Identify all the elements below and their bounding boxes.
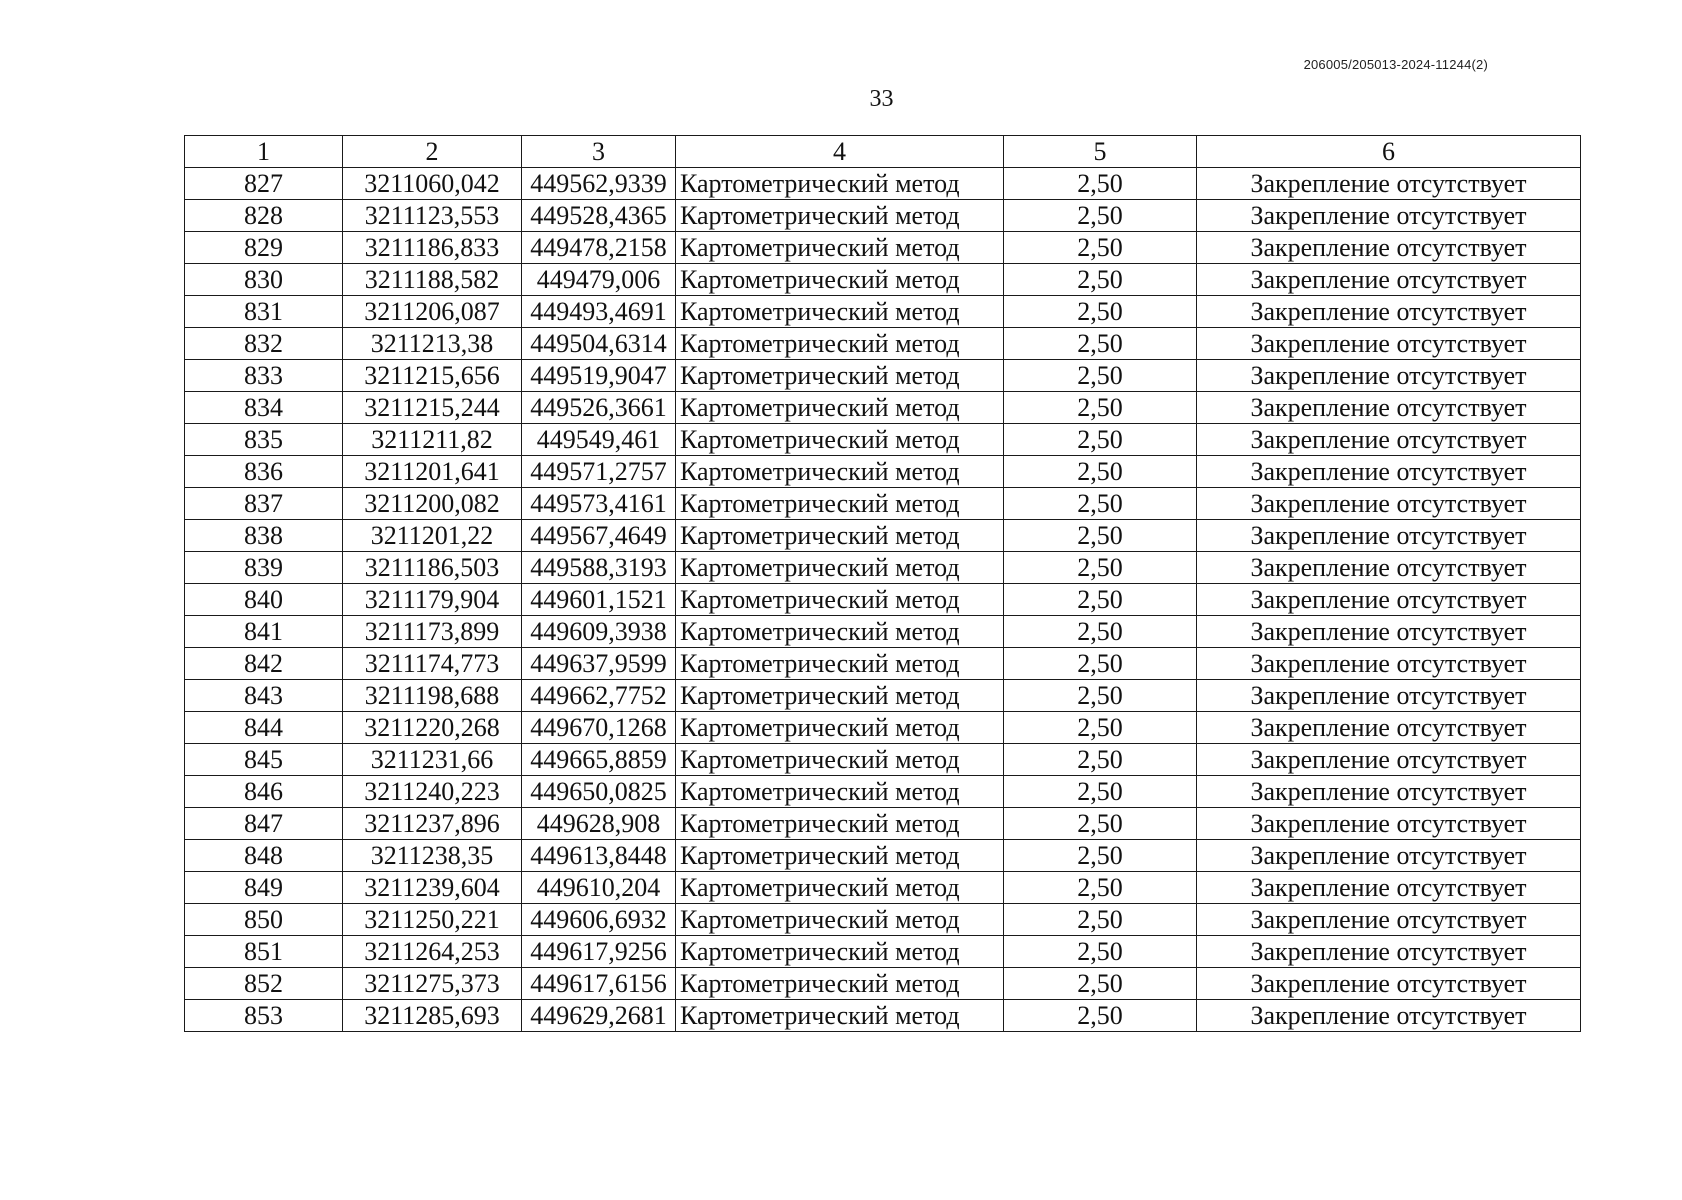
accuracy-cell: 2,50 (1004, 232, 1197, 264)
y-coordinate-cell: 449528,4365 (522, 200, 676, 232)
accuracy-cell: 2,50 (1004, 456, 1197, 488)
method-cell: Картометрический метод (676, 488, 1004, 520)
accuracy-cell: 2,50 (1004, 520, 1197, 552)
table-row (185, 296, 1581, 328)
point-number-cell: 836 (185, 456, 343, 488)
column-header: 5 (1004, 136, 1197, 168)
x-coordinate-cell: 3211238,35 (343, 840, 522, 872)
fixing-cell: Закрепление отсутствует (1197, 808, 1581, 840)
x-coordinate-cell: 3211173,899 (343, 616, 522, 648)
table-row (185, 872, 1581, 904)
y-coordinate-cell: 449665,8859 (522, 744, 676, 776)
y-coordinate-cell: 449571,2757 (522, 456, 676, 488)
document-code: 206005/205013-2024-11244(2) (1303, 57, 1488, 72)
table-row (185, 488, 1581, 520)
accuracy-cell: 2,50 (1004, 712, 1197, 744)
table-row (185, 808, 1581, 840)
method-cell: Картометрический метод (676, 328, 1004, 360)
fixing-cell: Закрепление отсутствует (1197, 680, 1581, 712)
fixing-cell: Закрепление отсутствует (1197, 328, 1581, 360)
x-coordinate-cell: 3211186,503 (343, 552, 522, 584)
point-number-cell: 846 (185, 776, 343, 808)
table-row (185, 552, 1581, 584)
point-number-cell: 851 (185, 936, 343, 968)
method-cell: Картометрический метод (676, 200, 1004, 232)
point-number-cell: 830 (185, 264, 343, 296)
point-number-cell: 850 (185, 904, 343, 936)
y-coordinate-cell: 449573,4161 (522, 488, 676, 520)
x-coordinate-cell: 3211060,042 (343, 168, 522, 200)
accuracy-cell: 2,50 (1004, 584, 1197, 616)
accuracy-cell: 2,50 (1004, 808, 1197, 840)
x-coordinate-cell: 3211200,082 (343, 488, 522, 520)
method-cell: Картометрический метод (676, 520, 1004, 552)
point-number-cell: 848 (185, 840, 343, 872)
y-coordinate-cell: 449493,4691 (522, 296, 676, 328)
y-coordinate-cell: 449478,2158 (522, 232, 676, 264)
table-row (185, 232, 1581, 264)
fixing-cell: Закрепление отсутствует (1197, 904, 1581, 936)
x-coordinate-cell: 3211231,66 (343, 744, 522, 776)
x-coordinate-cell: 3211174,773 (343, 648, 522, 680)
point-number-cell: 834 (185, 392, 343, 424)
accuracy-cell: 2,50 (1004, 168, 1197, 200)
point-number-cell: 833 (185, 360, 343, 392)
table-row (185, 712, 1581, 744)
method-cell: Картометрический метод (676, 584, 1004, 616)
point-number-cell: 841 (185, 616, 343, 648)
page-number: 33 (869, 86, 894, 112)
y-coordinate-cell: 449562,9339 (522, 168, 676, 200)
method-cell: Картометрический метод (676, 424, 1004, 456)
accuracy-cell: 2,50 (1004, 872, 1197, 904)
point-number-cell: 844 (185, 712, 343, 744)
accuracy-cell: 2,50 (1004, 840, 1197, 872)
table-row (185, 328, 1581, 360)
x-coordinate-cell: 3211240,223 (343, 776, 522, 808)
x-coordinate-cell: 3211179,904 (343, 584, 522, 616)
accuracy-cell: 2,50 (1004, 616, 1197, 648)
table-header-row (185, 136, 1581, 168)
table-body (185, 168, 1581, 1032)
fixing-cell: Закрепление отсутствует (1197, 424, 1581, 456)
table-row (185, 360, 1581, 392)
point-number-cell: 827 (185, 168, 343, 200)
fixing-cell: Закрепление отсутствует (1197, 456, 1581, 488)
y-coordinate-cell: 449609,3938 (522, 616, 676, 648)
table-row (185, 392, 1581, 424)
x-coordinate-cell: 3211213,38 (343, 328, 522, 360)
table-row (185, 680, 1581, 712)
y-coordinate-cell: 449617,9256 (522, 936, 676, 968)
table-row (185, 168, 1581, 200)
point-number-cell: 838 (185, 520, 343, 552)
fixing-cell: Закрепление отсутствует (1197, 488, 1581, 520)
accuracy-cell: 2,50 (1004, 488, 1197, 520)
y-coordinate-cell: 449628,908 (522, 808, 676, 840)
fixing-cell: Закрепление отсутствует (1197, 360, 1581, 392)
x-coordinate-cell: 3211186,833 (343, 232, 522, 264)
fixing-cell: Закрепление отсутствует (1197, 936, 1581, 968)
point-number-cell: 842 (185, 648, 343, 680)
accuracy-cell: 2,50 (1004, 968, 1197, 1000)
method-cell: Картометрический метод (676, 296, 1004, 328)
table-row (185, 616, 1581, 648)
fixing-cell: Закрепление отсутствует (1197, 296, 1581, 328)
y-coordinate-cell: 449519,9047 (522, 360, 676, 392)
method-cell: Картометрический метод (676, 936, 1004, 968)
table-row (185, 776, 1581, 808)
y-coordinate-cell: 449662,7752 (522, 680, 676, 712)
method-cell: Картометрический метод (676, 360, 1004, 392)
accuracy-cell: 2,50 (1004, 264, 1197, 296)
table-row (185, 840, 1581, 872)
accuracy-cell: 2,50 (1004, 328, 1197, 360)
point-number-cell: 831 (185, 296, 343, 328)
y-coordinate-cell: 449479,006 (522, 264, 676, 296)
fixing-cell: Закрепление отсутствует (1197, 616, 1581, 648)
table-row (185, 648, 1581, 680)
point-number-cell: 840 (185, 584, 343, 616)
table-row (185, 968, 1581, 1000)
fixing-cell: Закрепление отсутствует (1197, 584, 1581, 616)
method-cell: Картометрический метод (676, 808, 1004, 840)
x-coordinate-cell: 3211250,221 (343, 904, 522, 936)
point-number-cell: 852 (185, 968, 343, 1000)
point-number-cell: 837 (185, 488, 343, 520)
method-cell: Картометрический метод (676, 680, 1004, 712)
fixing-cell: Закрепление отсутствует (1197, 840, 1581, 872)
column-header: 4 (676, 136, 1004, 168)
x-coordinate-cell: 3211275,373 (343, 968, 522, 1000)
fixing-cell: Закрепление отсутствует (1197, 232, 1581, 264)
fixing-cell: Закрепление отсутствует (1197, 776, 1581, 808)
fixing-cell: Закрепление отсутствует (1197, 968, 1581, 1000)
fixing-cell: Закрепление отсутствует (1197, 872, 1581, 904)
y-coordinate-cell: 449606,6932 (522, 904, 676, 936)
method-cell: Картометрический метод (676, 872, 1004, 904)
y-coordinate-cell: 449670,1268 (522, 712, 676, 744)
x-coordinate-cell: 3211206,087 (343, 296, 522, 328)
column-header: 6 (1197, 136, 1581, 168)
x-coordinate-cell: 3211211,82 (343, 424, 522, 456)
point-number-cell: 853 (185, 1000, 343, 1032)
point-number-cell: 832 (185, 328, 343, 360)
method-cell: Картометрический метод (676, 712, 1004, 744)
method-cell: Картометрический метод (676, 616, 1004, 648)
x-coordinate-cell: 3211201,641 (343, 456, 522, 488)
accuracy-cell: 2,50 (1004, 360, 1197, 392)
point-number-cell: 845 (185, 744, 343, 776)
accuracy-cell: 2,50 (1004, 296, 1197, 328)
column-header: 1 (185, 136, 343, 168)
x-coordinate-cell: 3211215,656 (343, 360, 522, 392)
table-row (185, 424, 1581, 456)
method-cell: Картометрический метод (676, 232, 1004, 264)
fixing-cell: Закрепление отсутствует (1197, 168, 1581, 200)
table-row (185, 1000, 1581, 1032)
method-cell: Картометрический метод (676, 456, 1004, 488)
fixing-cell: Закрепление отсутствует (1197, 520, 1581, 552)
method-cell: Картометрический метод (676, 264, 1004, 296)
x-coordinate-cell: 3211215,244 (343, 392, 522, 424)
x-coordinate-cell: 3211188,582 (343, 264, 522, 296)
method-cell: Картометрический метод (676, 392, 1004, 424)
method-cell: Картометрический метод (676, 648, 1004, 680)
y-coordinate-cell: 449613,8448 (522, 840, 676, 872)
table-row (185, 456, 1581, 488)
method-cell: Картометрический метод (676, 776, 1004, 808)
x-coordinate-cell: 3211237,896 (343, 808, 522, 840)
method-cell: Картометрический метод (676, 1000, 1004, 1032)
x-coordinate-cell: 3211239,604 (343, 872, 522, 904)
fixing-cell: Закрепление отсутствует (1197, 264, 1581, 296)
accuracy-cell: 2,50 (1004, 680, 1197, 712)
coordinates-table (184, 135, 1581, 1032)
point-number-cell: 829 (185, 232, 343, 264)
accuracy-cell: 2,50 (1004, 936, 1197, 968)
fixing-cell: Закрепление отсутствует (1197, 200, 1581, 232)
point-number-cell: 835 (185, 424, 343, 456)
y-coordinate-cell: 449549,461 (522, 424, 676, 456)
table-row (185, 264, 1581, 296)
accuracy-cell: 2,50 (1004, 776, 1197, 808)
method-cell: Картометрический метод (676, 552, 1004, 584)
y-coordinate-cell: 449617,6156 (522, 968, 676, 1000)
table-row (185, 200, 1581, 232)
accuracy-cell: 2,50 (1004, 904, 1197, 936)
accuracy-cell: 2,50 (1004, 648, 1197, 680)
method-cell: Картометрический метод (676, 168, 1004, 200)
x-coordinate-cell: 3211123,553 (343, 200, 522, 232)
method-cell: Картометрический метод (676, 744, 1004, 776)
fixing-cell: Закрепление отсутствует (1197, 744, 1581, 776)
table-row (185, 936, 1581, 968)
column-header: 3 (522, 136, 676, 168)
fixing-cell: Закрепление отсутствует (1197, 1000, 1581, 1032)
x-coordinate-cell: 3211201,22 (343, 520, 522, 552)
column-header: 2 (343, 136, 522, 168)
table-row (185, 520, 1581, 552)
fixing-cell: Закрепление отсутствует (1197, 648, 1581, 680)
accuracy-cell: 2,50 (1004, 1000, 1197, 1032)
fixing-cell: Закрепление отсутствует (1197, 552, 1581, 584)
y-coordinate-cell: 449567,4649 (522, 520, 676, 552)
accuracy-cell: 2,50 (1004, 552, 1197, 584)
accuracy-cell: 2,50 (1004, 424, 1197, 456)
x-coordinate-cell: 3211198,688 (343, 680, 522, 712)
y-coordinate-cell: 449588,3193 (522, 552, 676, 584)
method-cell: Картометрический метод (676, 968, 1004, 1000)
fixing-cell: Закрепление отсутствует (1197, 392, 1581, 424)
y-coordinate-cell: 449526,3661 (522, 392, 676, 424)
accuracy-cell: 2,50 (1004, 200, 1197, 232)
x-coordinate-cell: 3211264,253 (343, 936, 522, 968)
accuracy-cell: 2,50 (1004, 744, 1197, 776)
y-coordinate-cell: 449601,1521 (522, 584, 676, 616)
point-number-cell: 843 (185, 680, 343, 712)
method-cell: Картометрический метод (676, 840, 1004, 872)
y-coordinate-cell: 449504,6314 (522, 328, 676, 360)
y-coordinate-cell: 449610,204 (522, 872, 676, 904)
y-coordinate-cell: 449650,0825 (522, 776, 676, 808)
point-number-cell: 828 (185, 200, 343, 232)
table-row (185, 904, 1581, 936)
fixing-cell: Закрепление отсутствует (1197, 712, 1581, 744)
point-number-cell: 849 (185, 872, 343, 904)
y-coordinate-cell: 449629,2681 (522, 1000, 676, 1032)
point-number-cell: 847 (185, 808, 343, 840)
method-cell: Картометрический метод (676, 904, 1004, 936)
accuracy-cell: 2,50 (1004, 392, 1197, 424)
point-number-cell: 839 (185, 552, 343, 584)
y-coordinate-cell: 449637,9599 (522, 648, 676, 680)
table-row (185, 744, 1581, 776)
x-coordinate-cell: 3211285,693 (343, 1000, 522, 1032)
x-coordinate-cell: 3211220,268 (343, 712, 522, 744)
table-row (185, 584, 1581, 616)
